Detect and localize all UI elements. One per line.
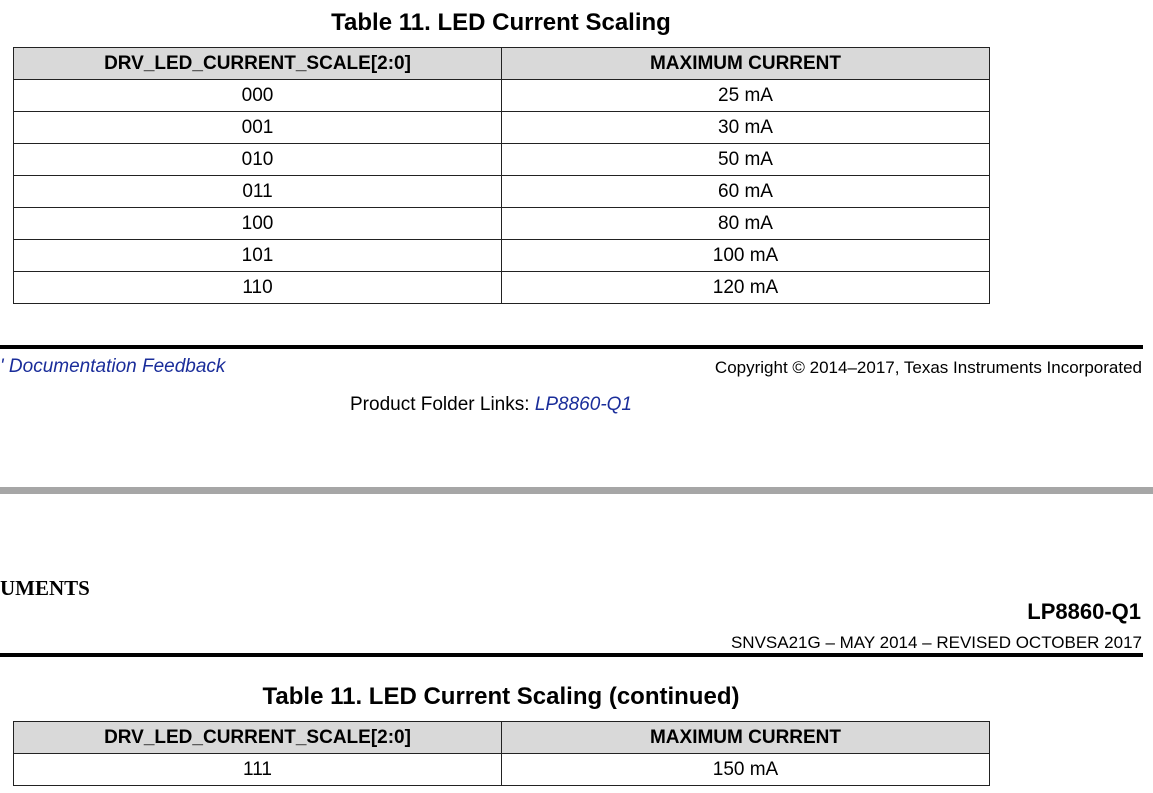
page-break-separator [0, 487, 1153, 494]
table-cell: 120 mA [502, 272, 990, 304]
table-cell: 25 mA [502, 80, 990, 112]
part-number[interactable]: LP8860-Q1 [1027, 599, 1141, 624]
table-row [14, 144, 990, 176]
table-row [14, 176, 990, 208]
table-cell: 100 mA [502, 240, 990, 272]
column-header: MAXIMUM CURRENT [502, 722, 990, 754]
header-rule [0, 653, 1143, 657]
table-cell: 111 [14, 754, 502, 786]
table-cell: 30 mA [502, 112, 990, 144]
column-header: DRV_LED_CURRENT_SCALE[2:0] [14, 48, 502, 80]
table-cell: 100 [14, 208, 502, 240]
table-cell: 110 [14, 272, 502, 304]
table-cell: 80 mA [502, 208, 990, 240]
table-cell: 150 mA [502, 754, 990, 786]
column-header: MAXIMUM CURRENT [502, 48, 990, 80]
copyright-notice: Copyright © 2014–2017, Texas Instruments Incorporated [714, 358, 1142, 377]
footer-rule [0, 345, 1143, 349]
table-cell: 50 mA [502, 144, 990, 176]
product-folder-links [350, 394, 632, 416]
table-row [14, 112, 990, 144]
table-row [14, 240, 990, 272]
table-title: Table 11. LED Current Scaling [331, 9, 671, 36]
table-header-row [14, 48, 990, 80]
column-header: DRV_LED_CURRENT_SCALE[2:0] [14, 722, 502, 754]
table-cell: 60 mA [502, 176, 990, 208]
table-cell: 011 [14, 176, 502, 208]
product-folder-link[interactable]: LP8860-Q1 [534, 394, 632, 415]
table-cell: 000 [14, 80, 502, 112]
brand-logo-text: UMENTS [0, 576, 90, 600]
document-revision: SNVSA21G – MAY 2014 – REVISED OCTOBER 2017 [730, 633, 1142, 652]
table-cell: 101 [14, 240, 502, 272]
product-folder-label: Product Folder Links: [350, 394, 535, 415]
table-cell: 010 [14, 144, 502, 176]
documentation-feedback-link[interactable]: ' Documentation Feedback [0, 356, 226, 377]
table-header-row [14, 722, 990, 754]
table-row [14, 208, 990, 240]
table-cell: 001 [14, 112, 502, 144]
led-current-table [13, 47, 990, 304]
table-title-continued: Table 11. LED Current Scaling (continued) [262, 683, 740, 710]
table-row [14, 754, 990, 786]
table-row [14, 272, 990, 304]
led-current-table-continued [13, 721, 990, 786]
table-row [14, 80, 990, 112]
